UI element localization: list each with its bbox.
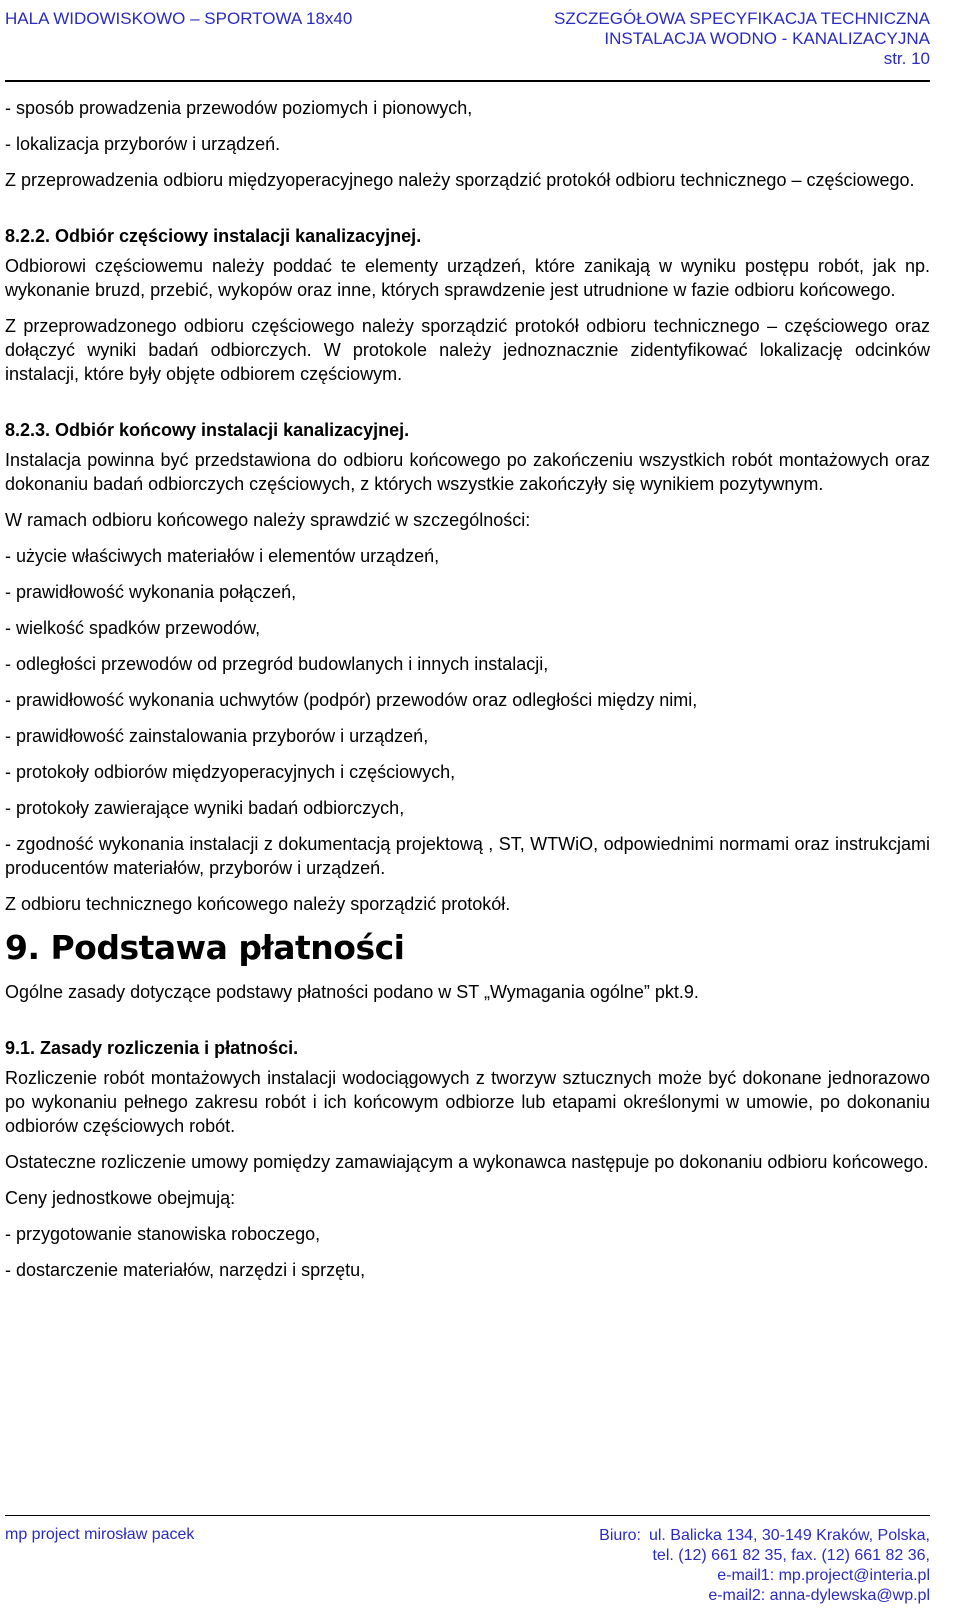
header-spec-title bbox=[554, 9, 930, 69]
section-heading-8-2-3: 8.2.3. Odbiór końcowy instalacji kanalizacyjnej. bbox=[5, 420, 410, 440]
paragraph: Ostateczne rozliczenie umowy pomiędzy zamawiającym a wykonawca następuje po dokonaniu odbioru końcowego. bbox=[5, 1152, 929, 1172]
footer-contact bbox=[599, 1526, 930, 1606]
footer-email1: e-mail1: mp.project@interia.pl bbox=[717, 1567, 930, 1584]
paragraph: Z przeprowadzenia odbioru międzyoperacyjnego należy sporządzić protokół odbioru technicznego – częściowego. bbox=[5, 170, 915, 190]
section-heading-9-1: 9.1. Zasady rozliczenia i płatności. bbox=[5, 1038, 299, 1058]
page-number: str. 10 bbox=[883, 49, 930, 68]
footer-address: Biuro: ul. Balicka 134, 30-149 Kraków, Polska, bbox=[599, 1527, 930, 1544]
header-spec-line2: INSTALACJA WODNO - KANALIZACYJNA bbox=[604, 29, 930, 48]
paragraph: Z odbioru technicznego końcowego należy sporządzić protokół. bbox=[5, 894, 511, 914]
footer-email2: e-mail2: anna-dylewska@wp.pl bbox=[708, 1587, 930, 1604]
list-item: - wielkość spadków przewodów, bbox=[5, 618, 261, 638]
chapter-heading-9: 9. Podstawa płatności bbox=[5, 928, 405, 967]
list-item: - dostarczenie materiałów, narzędzi i sprzętu, bbox=[5, 1260, 366, 1280]
list-item: - prawidłowość wykonania połączeń, bbox=[5, 582, 297, 602]
paragraph: W ramach odbioru końcowego należy sprawdzić w szczególności: bbox=[5, 510, 531, 530]
paragraph: Ceny jednostkowe obejmują: bbox=[5, 1188, 236, 1208]
paragraph: Ogólne zasady dotyczące podstawy płatności podano w ST „Wymagania ogólne” pkt.9. bbox=[5, 982, 699, 1002]
list-item: - sposób prowadzenia przewodów poziomych i pionowych, bbox=[5, 98, 473, 118]
paragraph: Instalacja powinna być przedstawiona do odbioru końcowego po zakończeniu wszystkich robót montażowych oraz dokonaniu badań odbiorczych częściowych, z których wszystkie zakończyły się wynikiem pozytywnym. bbox=[5, 450, 930, 494]
header-spec-line1: SZCZEGÓŁOWA SPECYFIKACJA TECHNICZNA bbox=[554, 9, 930, 28]
list-item: - zgodność wykonania instalacji z dokumentacją projektową , ST, WTWiO, odpowiednimi normami oraz instrukcjami producentów materiałów, przyborów i urządzeń. bbox=[5, 834, 930, 878]
list-item: - przygotowanie stanowiska roboczego, bbox=[5, 1224, 321, 1244]
document-body bbox=[5, 96, 930, 1294]
footer-company: mp project mirosław pacek bbox=[5, 1526, 195, 1543]
page-header bbox=[0, 5, 960, 67]
footer-phone: tel. (12) 661 82 35, fax. (12) 661 82 36, bbox=[652, 1547, 930, 1564]
header-divider bbox=[5, 80, 930, 82]
paragraph: Rozliczenie robót montażowych instalacji wodociągowych z tworzyw sztucznych może być dokonane jednorazowo po wykonaniu pełnego zakresu robót i ich końcowym odbiorze lub etapami określonymi w umowie, po dokonaniu odbiorów częściowych robót. bbox=[5, 1068, 930, 1136]
list-item: - prawidłowość wykonania uchwytów (podpór) przewodów oraz odległości między nimi, bbox=[5, 690, 698, 710]
header-project-title: HALA WIDOWISKOWO – SPORTOWA 18x40 bbox=[5, 9, 353, 28]
footer-divider bbox=[5, 1515, 930, 1516]
paragraph: Z przeprowadzonego odbioru częściowego należy sporządzić protokół odbioru technicznego – częściowego oraz dołączyć wyniki badań odbiorczych. W protokole należy jednoznacznie zidentyfikować lokalizację odcinków instalacji, które były objęte odbiorem częściowym. bbox=[5, 316, 930, 384]
list-item: - prawidłowość zainstalowania przyborów i urządzeń, bbox=[5, 726, 429, 746]
paragraph: Odbiorowi częściowemu należy poddać te elementy urządzeń, które zanikają w wyniku postępu robót, jak np. wykonanie bruzd, przebić, wykopów oraz inne, których sprawdzenie jest utrudnione w fazie odbioru końcowego. bbox=[5, 256, 930, 300]
list-item: - odległości przewodów od przegród budowlanych i innych instalacji, bbox=[5, 654, 549, 674]
list-item: - użycie właściwych materiałów i elementów urządzeń, bbox=[5, 546, 440, 566]
list-item: - lokalizacja przyborów i urządzeń. bbox=[5, 134, 281, 154]
section-heading-8-2-2: 8.2.2. Odbiór częściowy instalacji kanalizacyjnej. bbox=[5, 226, 422, 246]
list-item: - protokoły zawierające wyniki badań odbiorczych, bbox=[5, 798, 405, 818]
footer-office-label: Biuro: bbox=[599, 1527, 641, 1544]
list-item: - protokoły odbiorów międzyoperacyjnych i częściowych, bbox=[5, 762, 456, 782]
